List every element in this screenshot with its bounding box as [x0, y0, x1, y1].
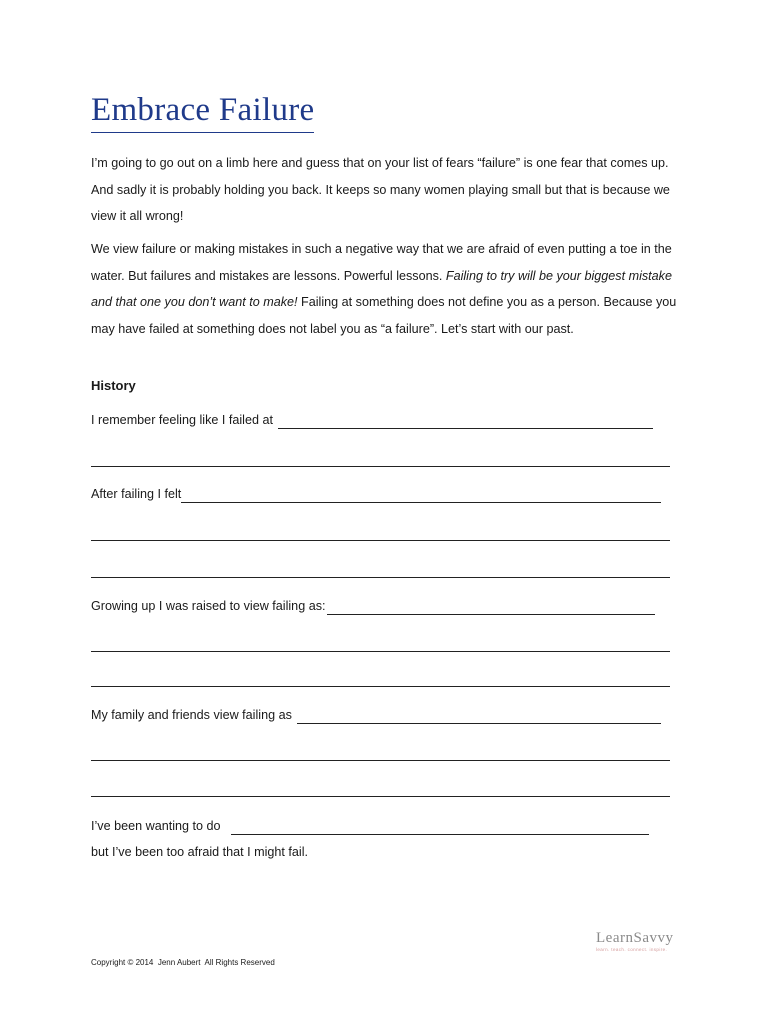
copyright-notice: Copyright © 2014 Jenn Aubert All Rights Reserved — [91, 958, 275, 967]
raised-to-view-answer-line[interactable] — [327, 600, 655, 615]
prompt-failed-at-label: I remember feeling like I failed at — [91, 413, 273, 427]
body-paragraph-italic: Failing to try will be your biggest mistake and that one you don’t want to make! — [91, 268, 672, 309]
section-heading-history: History — [91, 378, 136, 393]
prompt-wanting-to-do-label: I’ve been wanting to do — [91, 819, 221, 833]
learnsavvy-logo — [596, 929, 678, 953]
prompt-wanting-to-do — [91, 817, 649, 835]
answer-line-2[interactable] — [91, 540, 670, 541]
failed-at-answer-line[interactable] — [278, 414, 653, 429]
logo-wordmark: LearnSavvy — [596, 930, 674, 946]
body-paragraph-text-2: Failing at something does not define you as a person. Because you may have failed at something does not label you as “a failure”. Let’s start with our past. — [91, 295, 677, 336]
prompt-family-view-label: My family and friends view failing as — [91, 708, 292, 722]
answer-line-7[interactable] — [91, 796, 670, 797]
prompt-afraid-continuation: but I’ve been too afraid that I might fail. — [91, 845, 309, 859]
answer-line-5[interactable] — [91, 686, 670, 687]
body-paragraph — [91, 236, 691, 342]
page-title: Embrace Failure — [91, 88, 314, 133]
felt-answer-line[interactable] — [181, 488, 661, 503]
prompt-family-view — [91, 706, 661, 724]
prompt-failed-at — [91, 411, 653, 429]
prompt-raised-to-view-label: Growing up I was raised to view failing as: — [91, 599, 326, 613]
body-paragraph-text-1: We view failure or making mistakes in such a negative way that we are afraid of even putting a toe in the water. But failures and mistakes are lessons. Powerful lessons. — [91, 242, 672, 283]
prompt-felt — [91, 485, 661, 503]
answer-line-3[interactable] — [91, 577, 670, 578]
intro-paragraph: I’m going to go out on a limb here and guess that on your list of fears “failure” is one fear that comes up. And sadly it is probably holding you back. It keeps so many women playing small but that is because we view it all wrong! — [91, 156, 670, 223]
answer-line-6[interactable] — [91, 760, 670, 761]
prompt-raised-to-view — [91, 597, 655, 615]
family-view-answer-line[interactable] — [297, 709, 661, 724]
answer-line-4[interactable] — [91, 651, 670, 652]
logo-tagline: learn. teach. connect. inspire. — [596, 947, 668, 952]
answer-line-1[interactable] — [91, 466, 670, 467]
wanting-to-do-answer-line[interactable] — [231, 820, 649, 835]
prompt-felt-label: After failing I felt — [91, 487, 182, 501]
